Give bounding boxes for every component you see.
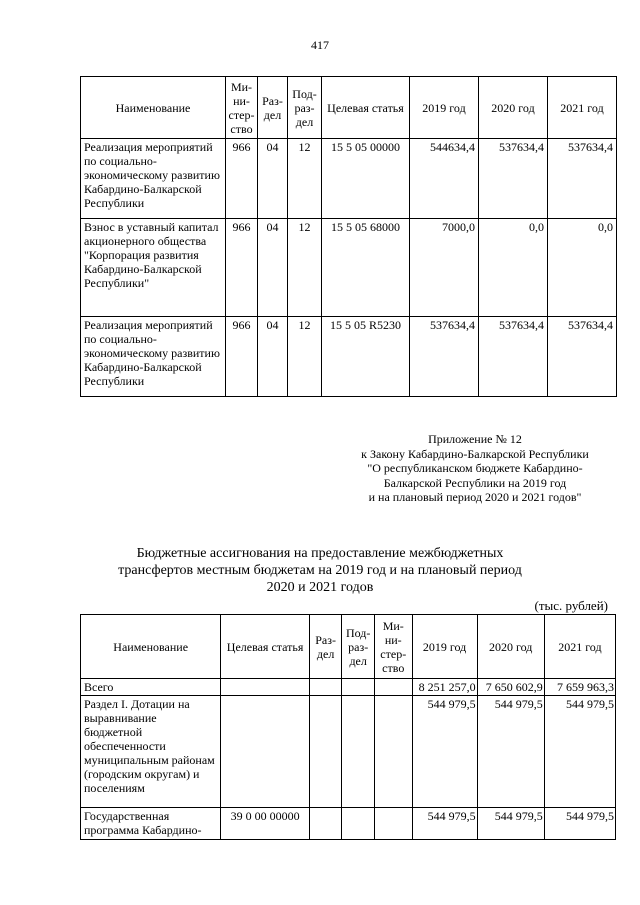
row-target: 15 5 05 68000 [322,219,410,317]
row-2019: 537634,4 [410,317,479,397]
header-2021: 2021 год [544,615,615,679]
row-section: 04 [258,219,288,317]
header-2020: 2020 год [479,77,548,139]
row-ministry [374,808,412,840]
row-2021: 544 979,5 [544,696,615,808]
appendix-heading [330,432,620,505]
row-section [309,679,342,696]
header-ministry: Ми-ни-стер-ство [226,77,258,139]
appendix-line: "О республиканском бюджете Кабардино- [367,461,583,475]
row-target: 15 5 05 00000 [322,139,410,219]
row-section [309,696,342,808]
header-2021: 2021 год [548,77,617,139]
header-ministry: Ми-ни-стер-ство [374,615,412,679]
document-title: Бюджетные ассигнования на предоставление межбюджетных трансфертов местным бюджетам на 2019 год и на плановый период 2020 и 2021 годов [118,546,522,595]
row-2020: 537634,4 [479,317,548,397]
appendix-line: Приложение № 12 [428,432,522,446]
table-row [81,219,617,317]
row-ministry [374,696,412,808]
header-2019: 2019 год [410,77,479,139]
row-name: Взнос в уставный капитал акционерного общества "Корпорация развития Кабардино-Балкарской Республики" [81,219,226,317]
row-2021: 0,0 [548,219,617,317]
row-2021: 537634,4 [548,317,617,397]
row-section [309,808,342,840]
row-2019: 544 979,5 [412,808,477,840]
row-ministry: 966 [226,139,258,219]
appendix-line: Балкарской Республики на 2019 год [383,475,567,490]
header-subsection: Под-раз-дел [342,615,375,679]
header-target: Целевая статья [221,615,309,679]
row-2021: 544 979,5 [544,808,615,840]
row-2021: 537634,4 [548,139,617,219]
budget-table-1 [80,76,617,397]
header-section: Раз-дел [258,77,288,139]
row-2020: 537634,4 [479,139,548,219]
row-subsection: 12 [288,219,322,317]
header-name: Наименование [81,77,226,139]
header-2019: 2019 год [412,615,477,679]
row-name: Всего [81,679,221,696]
row-target: 39 0 00 00000 [221,808,309,840]
table-row [81,139,617,219]
row-2020: 544 979,5 [477,696,544,808]
row-subsection [342,808,375,840]
page-number: 417 [311,38,329,52]
budget-table-2 [80,614,616,840]
row-target [221,696,309,808]
row-2020: 7 650 602,9 [477,679,544,696]
table-row [81,679,616,696]
header-target: Целевая статья [322,77,410,139]
row-2020: 0,0 [479,219,548,317]
table-row [81,317,617,397]
appendix-line: и на плановый период 2020 и 2021 годов" [368,490,582,504]
header-section: Раз-дел [309,615,342,679]
row-section: 04 [258,317,288,397]
row-2019: 7000,0 [410,219,479,317]
row-2019: 544 979,5 [412,696,477,808]
row-subsection [342,696,375,808]
table-row [81,808,616,840]
appendix-line: к Закону Кабардино-Балкарской Республики [361,446,589,461]
row-name: Раздел I. Дотации на выравнивание бюджетной обеспеченности муниципальным районам (городским округам) и поселениям [81,696,221,808]
header-2020: 2020 год [477,615,544,679]
table-row [81,696,616,808]
row-name: Реализация мероприятий по социально-экономическому развитию Кабардино-Балкарской Республики [81,317,226,397]
row-name: Реализация мероприятий по социально-экономическому развитию Кабардино-Балкарской Республики [81,139,226,219]
row-ministry [374,679,412,696]
row-target [221,679,309,696]
row-subsection: 12 [288,139,322,219]
units-label: (тыс. рублей) [534,598,608,613]
row-subsection [342,679,375,696]
header-name: Наименование [81,615,221,679]
header-subsection: Под-раз-дел [288,77,322,139]
row-subsection: 12 [288,317,322,397]
row-ministry: 966 [226,317,258,397]
row-ministry: 966 [226,219,258,317]
row-2019: 544634,4 [410,139,479,219]
row-2020: 544 979,5 [477,808,544,840]
row-2021: 7 659 963,3 [544,679,615,696]
row-name: Государственная программа Кабардино- [81,808,221,840]
row-2019: 8 251 257,0 [412,679,477,696]
row-section: 04 [258,139,288,219]
row-target: 15 5 05 R5230 [322,317,410,397]
